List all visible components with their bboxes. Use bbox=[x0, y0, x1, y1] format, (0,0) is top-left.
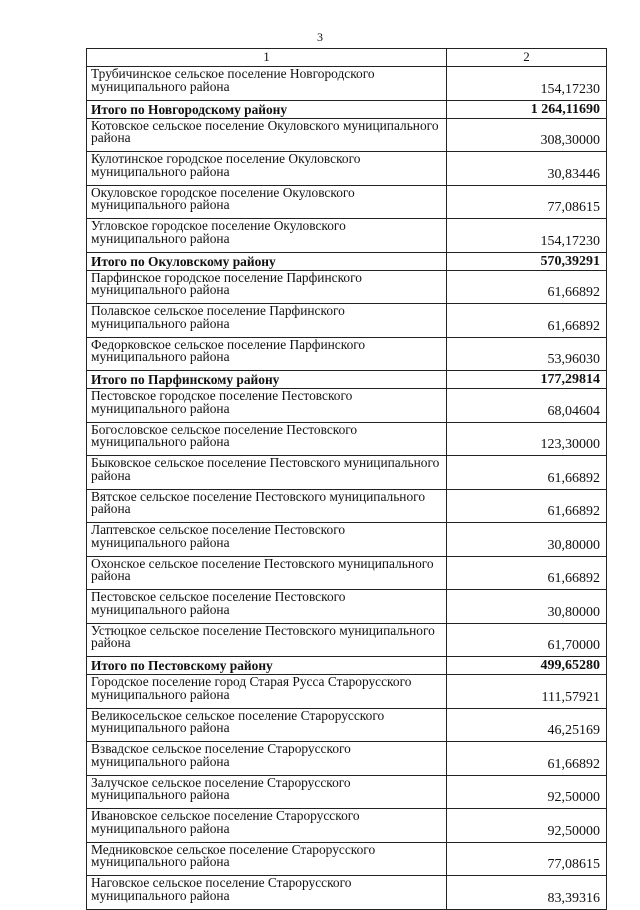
settlement-value: 61,66892 bbox=[447, 456, 607, 490]
table-row bbox=[87, 185, 607, 219]
settlement-name: Взвадское сельское поселение Старорусского муниципального района bbox=[87, 742, 447, 776]
settlement-name: Окуловское городское поселение Окуловского муниципального района bbox=[87, 185, 447, 219]
settlement-value: 30,80000 bbox=[447, 590, 607, 624]
settlement-name: Лаптевское сельское поселение Пестовского муниципального района bbox=[87, 523, 447, 557]
table-row bbox=[87, 422, 607, 456]
settlement-name: Устюцкое сельское поселение Пестовского муниципального района bbox=[87, 623, 447, 657]
settlement-value: 61,66892 bbox=[447, 742, 607, 776]
settlement-name: Кулотинское городское поселение Окуловского муниципального района bbox=[87, 152, 447, 186]
settlement-name: Наговское сельское поселение Старорусского муниципального района bbox=[87, 876, 447, 910]
district-total-value: 1 264,11690 bbox=[447, 100, 607, 118]
table-row bbox=[87, 152, 607, 186]
settlement-value: 154,17230 bbox=[447, 219, 607, 253]
total-row bbox=[87, 371, 607, 389]
settlement-value: 68,04604 bbox=[447, 389, 607, 423]
table-row bbox=[87, 219, 607, 253]
settlement-name: Полавское сельское поселение Парфинского муниципального района bbox=[87, 304, 447, 338]
settlement-name: Угловское городское поселение Окуловского муниципального района bbox=[87, 219, 447, 253]
settlement-value: 46,25169 bbox=[447, 708, 607, 742]
table-row bbox=[87, 337, 607, 371]
settlement-value: 92,50000 bbox=[447, 809, 607, 843]
settlement-name: Залучское сельское поселение Старорусского муниципального района bbox=[87, 775, 447, 809]
settlement-value: 61,66892 bbox=[447, 304, 607, 338]
settlement-value: 111,57921 bbox=[447, 675, 607, 709]
district-total-label: Итого по Пестовскому району bbox=[87, 657, 447, 675]
page-number: 3 bbox=[317, 30, 323, 44]
settlement-value: 61,66892 bbox=[447, 556, 607, 590]
total-row bbox=[87, 100, 607, 118]
table-row bbox=[87, 489, 607, 523]
column-header-2: 2 bbox=[447, 49, 607, 67]
settlement-value: 77,08615 bbox=[447, 185, 607, 219]
settlement-value: 30,83446 bbox=[447, 152, 607, 186]
district-total-value: 570,39291 bbox=[447, 252, 607, 270]
table-row bbox=[87, 556, 607, 590]
settlement-name: Пестовское сельское поселение Пестовского муниципального района bbox=[87, 590, 447, 624]
table-row bbox=[87, 456, 607, 490]
settlement-value: 308,30000 bbox=[447, 118, 607, 152]
district-total-value: 499,65280 bbox=[447, 657, 607, 675]
settlement-name: Быковское сельское поселение Пестовского муниципального района bbox=[87, 456, 447, 490]
table-row bbox=[87, 842, 607, 876]
settlement-value: 53,96030 bbox=[447, 337, 607, 371]
settlement-value: 154,17230 bbox=[447, 67, 607, 101]
settlement-name: Великосельское сельское поселение Старорусского муниципального района bbox=[87, 708, 447, 742]
total-row bbox=[87, 657, 607, 675]
settlement-value: 92,50000 bbox=[447, 775, 607, 809]
table-row bbox=[87, 389, 607, 423]
settlement-value: 123,30000 bbox=[447, 422, 607, 456]
table-row bbox=[87, 775, 607, 809]
settlement-name: Пестовское городское поселение Пестовского муниципального района bbox=[87, 389, 447, 423]
allocation-table bbox=[86, 48, 607, 910]
settlement-name: Богословское сельское поселение Пестовского муниципального района bbox=[87, 422, 447, 456]
settlement-name: Охонское сельское поселение Пестовского муниципального района bbox=[87, 556, 447, 590]
table-row bbox=[87, 118, 607, 152]
table-row bbox=[87, 675, 607, 709]
settlement-name: Городское поселение город Старая Русса Старорусского муниципального района bbox=[87, 675, 447, 709]
district-total-value: 177,29814 bbox=[447, 371, 607, 389]
settlement-value: 61,66892 bbox=[447, 489, 607, 523]
settlement-value: 77,08615 bbox=[447, 842, 607, 876]
column-header-1: 1 bbox=[87, 49, 447, 67]
table-row bbox=[87, 304, 607, 338]
table-row bbox=[87, 742, 607, 776]
table-row bbox=[87, 590, 607, 624]
table-row bbox=[87, 270, 607, 304]
settlement-name: Парфинское городское поселение Парфинского муниципального района bbox=[87, 270, 447, 304]
table-row bbox=[87, 809, 607, 843]
settlement-name: Котовское сельское поселение Окуловского муниципального района bbox=[87, 118, 447, 152]
district-total-label: Итого по Окуловскому району bbox=[87, 252, 447, 270]
settlement-name: Федорковское сельское поселение Парфинского муниципального района bbox=[87, 337, 447, 371]
settlement-name: Ивановское сельское поселение Старорусского муниципального района bbox=[87, 809, 447, 843]
district-total-label: Итого по Новгородскому району bbox=[87, 100, 447, 118]
settlement-name: Медниковское сельское поселение Старорусского муниципального района bbox=[87, 842, 447, 876]
table-row bbox=[87, 623, 607, 657]
settlement-value: 61,66892 bbox=[447, 270, 607, 304]
table-row bbox=[87, 876, 607, 910]
table-row bbox=[87, 523, 607, 557]
table-row bbox=[87, 67, 607, 101]
settlement-value: 61,70000 bbox=[447, 623, 607, 657]
table-header-row bbox=[87, 49, 607, 67]
settlement-name: Трубичинское сельское поселение Новгородского муниципального района bbox=[87, 67, 447, 101]
table-row bbox=[87, 708, 607, 742]
total-row bbox=[87, 252, 607, 270]
table-body bbox=[87, 67, 607, 910]
settlement-value: 30,80000 bbox=[447, 523, 607, 557]
settlement-name: Вятское сельское поселение Пестовского муниципального района bbox=[87, 489, 447, 523]
district-total-label: Итого по Парфинскому району bbox=[87, 371, 447, 389]
settlement-value: 83,39316 bbox=[447, 876, 607, 910]
